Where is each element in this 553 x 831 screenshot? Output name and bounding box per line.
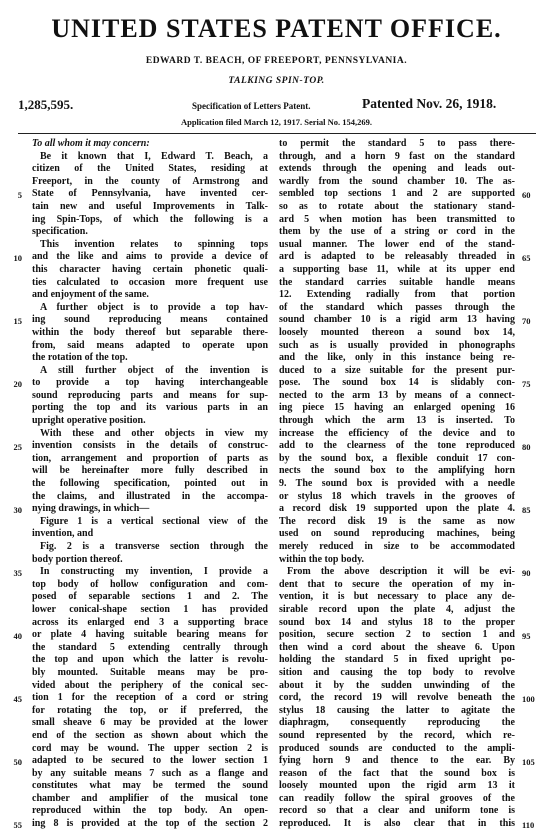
line-number: 60 — [522, 190, 531, 201]
text-line: small sheave 6 may be provided at the lower — [32, 717, 268, 729]
text-line: sound box 14 and stylus 18 to the proper — [279, 616, 515, 628]
text-line: to provide a top having interchangeable — [32, 377, 268, 389]
line-number: 50 — [13, 757, 22, 768]
text-line: for rotating the top, or if preferred, the — [32, 704, 268, 716]
text-line: fying horn 9 and thence to the ear. By — [279, 755, 515, 767]
line-number: 15 — [13, 316, 22, 327]
text-line: and the like, only in this instance being re- — [279, 352, 515, 364]
text-line: and the like and aims to provide a device of — [32, 251, 268, 263]
text-line: lower conical-shape section 1 has provided — [32, 603, 268, 615]
text-line: specification. — [32, 226, 88, 238]
text-line: ing 8 is provided at the top of the section 2 — [32, 818, 268, 830]
text-line: or stylus 18 which travels in the grooves of — [279, 490, 515, 502]
text-line: the standard carries suitable handle means — [279, 276, 515, 288]
line-number: 90 — [522, 568, 531, 579]
text-line: Fig. 2 is a transverse section through the — [40, 541, 268, 552]
text-line: adapted to be secured to the lower section 1 — [32, 755, 268, 767]
text-line: loosely mounted upon the rigid arm 13 it — [279, 780, 515, 792]
text-line: With these and other objects in view my — [40, 427, 268, 439]
text-line: reproduced within the top body. An open- — [32, 805, 268, 817]
text-line: vided about the periphery of the conical sec- — [32, 679, 268, 691]
text-line: ard 5 when motion has been transmitted to — [279, 213, 515, 225]
text-line: 12. Extending radially from that portion — [279, 289, 515, 301]
text-line: sound chamber 10 is a rigid arm 13 having — [279, 314, 515, 326]
line-number: 30 — [13, 505, 22, 516]
text-line: end of the section as shown about which the — [32, 729, 268, 741]
text-line: usual manner. The lower end of the stand- — [279, 238, 515, 250]
line-number: 80 — [522, 442, 531, 453]
text-line: so as to rotate about the stationary stand- — [279, 200, 515, 212]
patented-date: Patented Nov. 26, 1918. — [362, 96, 497, 111]
text-line: the standard 5 extending centrally through — [32, 641, 268, 653]
text-line: Be it known that I, Edward T. Beach, a — [40, 150, 268, 162]
text-line: sound reproducing parts and means for sup- — [32, 389, 268, 401]
text-line: record so that a clear and uniform tone is — [279, 805, 515, 817]
text-line: nying drawings, in which— — [32, 503, 150, 515]
text-line: through which the arm 13 is inserted. To — [279, 415, 515, 427]
text-line: tion 1 for the reception of a cord or string — [32, 692, 268, 704]
text-line: extends through the opening and leads out- — [279, 163, 515, 175]
text-line: ing sound reproducing means contained — [32, 314, 268, 326]
line-number: 40 — [13, 631, 22, 642]
left-text-column — [32, 138, 268, 831]
text-line: from, said means adapted to operate upon — [32, 339, 268, 351]
right-text-column — [279, 138, 515, 831]
line-number: 95 — [522, 631, 531, 642]
line-number: 20 — [13, 379, 22, 390]
text-line: constitutes what may be termed the sound — [32, 780, 268, 792]
text-line: sound represented by the record, which re- — [279, 729, 515, 741]
line-number: 65 — [522, 253, 531, 264]
line-number: 110 — [522, 820, 535, 831]
text-line: increase the efficiency of the device and to — [279, 427, 515, 439]
text-line: diaphragm, consequently reproducing the — [279, 717, 515, 729]
text-line: produced sounds are conducted to the ampli- — [279, 742, 515, 754]
text-line: Figure 1 is a vertical sectional view of the — [40, 515, 268, 527]
line-number: 105 — [522, 757, 535, 768]
text-line: holding the standard 5 in fixed upright po- — [279, 654, 515, 666]
line-number: 100 — [522, 694, 535, 705]
text-line: such as is usually provided in phonographs — [279, 339, 515, 351]
line-number: 25 — [13, 442, 22, 453]
text-line: From the above description it will be evi- — [287, 566, 515, 578]
text-line: merely reduced in size to be accommodated — [279, 541, 515, 552]
text-line: posed of separable sections 1 and 2. The — [32, 591, 268, 603]
text-line: reason of the fact that the sound box is — [279, 767, 515, 779]
text-line: by any suitable means 7 such as a flange and — [32, 767, 268, 779]
text-line: or plate 4 having suitable bearing means for — [32, 629, 268, 641]
line-number: 75 — [522, 379, 531, 390]
inventor-line: EDWARD T. BEACH, OF FREEPORT, PENNSYLVANIA. — [145, 56, 408, 66]
text-line: sition and causing the top body to revolve — [279, 666, 515, 678]
text-line: the claims, and illustrated in the accompa- — [32, 490, 268, 502]
text-line: The record disk 19 is the same as now — [279, 515, 515, 527]
application-filed-line: Application filed March 12, 1917. Serial No. 154,269. — [180, 117, 373, 127]
text-line: ing piece 15 having an enlarged opening 16 — [279, 402, 515, 414]
text-line: bly mounted. Suitable means may be pro- — [32, 666, 268, 678]
text-line: by the sound box, a flexible conduit 17 con- — [279, 452, 515, 464]
text-line: them by the use of a string or cord in the — [279, 226, 515, 238]
text-line: through, and a horn 9 fast on the standard — [279, 150, 515, 162]
text-line: vention, it is but necessary to place any de- — [279, 591, 515, 603]
text-line: tain new and useful Improvements in Talk- — [32, 200, 268, 212]
text-line: will be hereinafter more fully described in — [32, 465, 268, 477]
text-line: chamber and amplifier of the musical tone — [32, 792, 268, 804]
text-line: tion, arrangement and proportion of parts as — [32, 452, 268, 464]
text-line: pose. The sound box 14 is slidably con- — [279, 377, 515, 389]
text-line: used on sound reproducing machines, being — [279, 528, 515, 540]
text-line: stylus 18 causing the latter to agitate the — [279, 704, 515, 716]
text-line: invention consists in the details of construc- — [32, 440, 268, 452]
line-number: 70 — [522, 316, 531, 327]
header-divider — [18, 133, 536, 134]
line-number: 45 — [13, 694, 22, 705]
text-line: this character having certain phonetic quali- — [32, 263, 268, 275]
line-number: 10 — [13, 253, 22, 264]
text-line: citizen of the United States, residing at — [32, 163, 268, 175]
text-line: dent that to secure the operation of my in- — [279, 578, 515, 590]
text-line: Freeport, in the county of Armstrong and — [32, 175, 268, 187]
text-line: ties calculated to occasion more frequent use — [32, 276, 268, 288]
text-line: ing Spin-Tops, of which the following is a — [32, 213, 268, 225]
text-line: about it by the sudden unwinding of the — [279, 679, 515, 691]
text-line: A further object is to provide a top hav- — [40, 301, 268, 313]
text-line: body portion thereof. — [32, 553, 123, 565]
text-line: invention, and — [32, 528, 94, 540]
text-line: porting the top and its various parts in an — [32, 402, 268, 414]
text-line: a record disk 19 supported upon the plate 4. — [279, 503, 515, 515]
text-line: upright operative position. — [32, 415, 146, 427]
text-line: 9. The sound box is provided with a needle — [279, 478, 515, 490]
text-line: A still further object of the invention is — [40, 364, 268, 376]
text-line: cord may be wound. The upper section 2 is — [32, 742, 268, 754]
text-line: nects the sound box to the amplifying horn — [279, 465, 515, 477]
text-line: To all whom it may concern: — [32, 138, 150, 149]
text-line: then wind a cord about the sheave 6. Upon — [279, 641, 515, 653]
text-line: to permit the standard 5 to pass there- — [279, 138, 515, 149]
text-line: the top and upon which the latter is revolu- — [32, 654, 268, 666]
line-number: 55 — [13, 820, 22, 831]
text-line: sirable record upon the plate 4, adjust the — [279, 603, 515, 615]
text-line: In constructing my invention, I provide a — [40, 566, 268, 578]
text-line: ard is adapted to be releasably threaded in — [279, 251, 515, 263]
line-number: 85 — [522, 505, 531, 516]
text-line: wardly from the sound chamber 10. The as- — [279, 175, 515, 187]
patent-office-title: UNITED STATES PATENT OFFICE. — [51, 14, 502, 43]
text-line: add to the clearness of the tone reproduced — [279, 440, 515, 452]
line-number: 35 — [13, 568, 22, 579]
text-line: top body of hollow configuration and com- — [32, 578, 268, 590]
text-line: a supporting base 11, while at its upper end — [279, 263, 515, 275]
text-line: the rotation of the top. — [32, 352, 128, 364]
text-line: of the standard which passes through the — [279, 301, 515, 313]
text-line: within the top body. — [279, 553, 365, 565]
text-line: duced to a size suitable for the present pur- — [279, 364, 515, 376]
text-line: sembled top sections 1 and 2 are supported — [279, 188, 515, 200]
patent-number: 1,285,595. — [18, 97, 74, 112]
text-line: within the body thereof but separable there- — [32, 326, 268, 338]
text-line: position, secure section 2 to section 1 and — [279, 629, 515, 641]
text-line: across its enlarged end 3 a supporting brace — [32, 616, 268, 628]
text-line: cord, the record 19 will revolve beneath the — [279, 692, 515, 704]
line-number: 5 — [17, 190, 22, 201]
text-line: and enjoyment of the same. — [32, 289, 149, 301]
patent-subject: TALKING SPIN-TOP. — [228, 76, 325, 86]
text-line: can readily follow the spiral grooves of the — [279, 792, 515, 804]
text-line: This invention relates to spinning tops — [40, 238, 268, 250]
text-line: State of Pennsylvania, have invented cer- — [32, 188, 268, 200]
text-line: the following specification, pointed out in — [32, 478, 268, 490]
text-line: reproduced. It is also clear that in this — [279, 818, 515, 830]
specification-label: Specification of Letters Patent. — [192, 101, 311, 111]
text-line: nected to the arm 13 by means of a connect- — [279, 389, 515, 401]
text-line: loosely mounted thereon a sound box 14, — [279, 326, 515, 338]
